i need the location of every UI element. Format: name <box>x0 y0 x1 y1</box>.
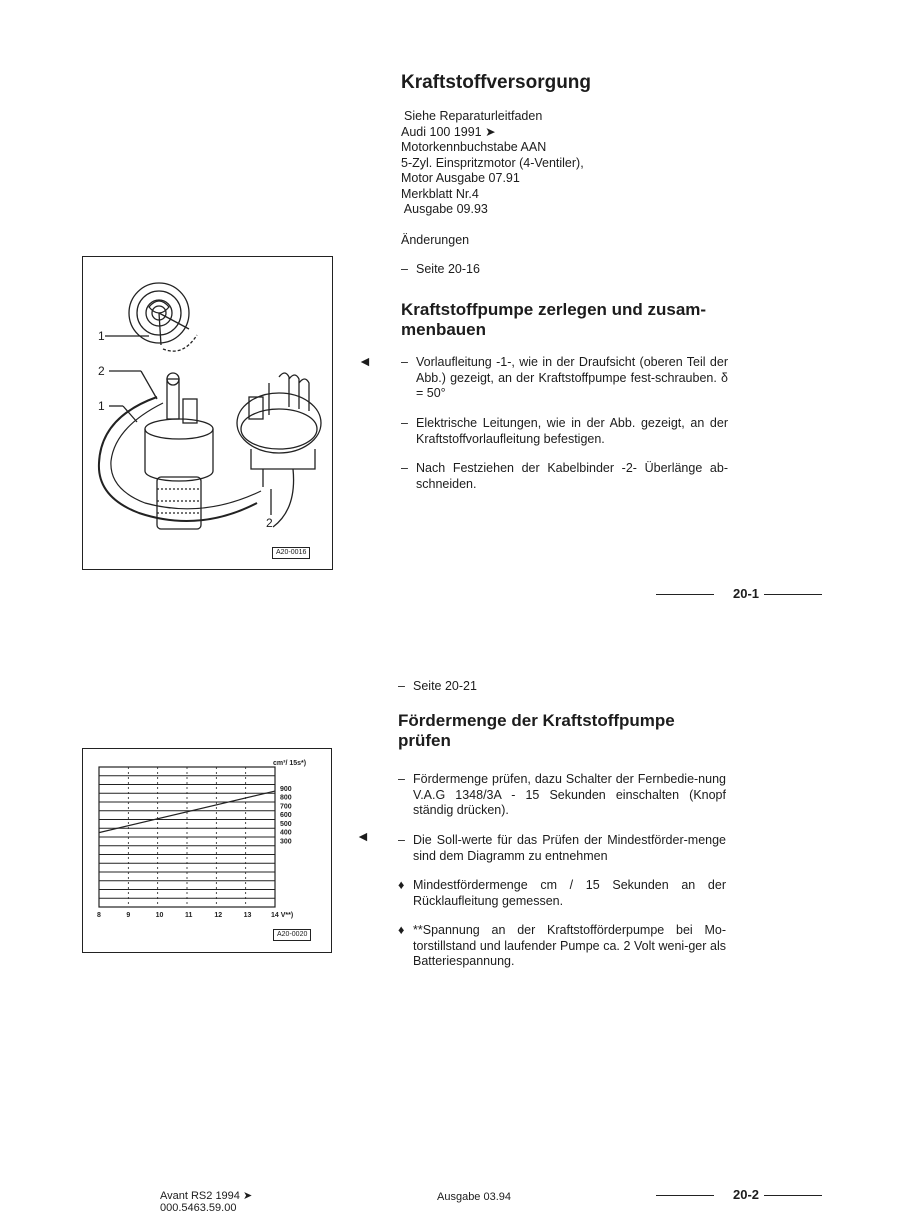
reference-block <box>401 109 584 218</box>
note-text: **Spannung an der Kraftstofförderpumpe bei Mo-torstillstand und laufender Pumpe ca. 2 Volt weni-ger als Batteriespannung. <box>413 923 726 968</box>
callout-label: 2 <box>98 364 105 378</box>
page-rule-right <box>764 594 822 595</box>
chart-y-tick-label: 500 <box>280 820 292 828</box>
chart-y-tick-label: 400 <box>280 829 292 837</box>
page-rule-left <box>656 594 714 595</box>
pointer-arrow-icon: ◄ <box>356 828 370 844</box>
chart-y-tick-label: 600 <box>280 812 292 820</box>
reference-line: Audi 100 1991 ➤ <box>401 124 496 139</box>
callout-label: 2 <box>266 516 273 530</box>
reference-line: Merkblatt Nr.4 <box>401 186 479 201</box>
chart-y-tick-label: 300 <box>280 838 292 846</box>
callout-label: 1 <box>98 399 105 413</box>
reference-line: 5-Zyl. Einspritzmotor (4-Ventiler), <box>401 155 584 170</box>
footer-code: 000.5463.59.00 <box>160 1202 237 1214</box>
step-text: Vorlaufleitung -1-, wie in der Draufsicht (oberen Teil der Abb.) gezeigt, an der Kraftstoffpumpe fest-schrauben. δ = 50° <box>416 355 728 400</box>
page-number: 20-1 <box>733 586 760 601</box>
page-title: Kraftstoffversorgung <box>401 72 592 93</box>
callout-label: 1 <box>98 329 105 343</box>
page-number: 20-2 <box>733 1187 760 1202</box>
footer-model: Avant RS2 1994 ➤ <box>160 1190 253 1202</box>
reference-line: Ausgabe 09.93 <box>401 202 488 216</box>
chart-x-tick-label: 14 V**) <box>271 912 294 919</box>
section-title: Fördermenge der Kraftstoffpumpe prüfen <box>398 711 675 750</box>
chart-y-axis-label: cm³/ 15s*) <box>273 760 307 767</box>
changes-item-text: Seite 20-16 <box>416 262 480 276</box>
chart-x-tick-label: 12 <box>214 912 223 919</box>
reference-line: Motorkennbuchstabe AAN <box>401 140 547 154</box>
flow-rate-figure <box>82 748 332 953</box>
chart-x-tick-label: 9 <box>126 912 131 919</box>
figure-id: A20-0020 <box>273 929 311 941</box>
step-text: Fördermenge prüfen, dazu Schalter der Fernbedie-nung V.A.G 1348/3A - 15 Sekunden einschalten (Knopf ständig drücken). <box>413 772 726 817</box>
page-rule-right <box>764 1195 822 1196</box>
figure-id: A20-0016 <box>272 547 310 559</box>
pump-figure <box>82 256 333 570</box>
fuel-pump-illustration <box>83 257 332 569</box>
prev-item-text: Seite 20-21 <box>413 679 477 693</box>
note-text: Mindestfördermenge cm / 15 Sekunden an der Rücklaufleitung gemessen. <box>413 878 726 908</box>
step-text: Nach Festziehen der Kabelbinder -2- Überlänge ab-schneiden. <box>416 461 728 491</box>
pointer-arrow-icon: ◄ <box>358 353 372 369</box>
chart-y-tick-label: 800 <box>280 794 292 802</box>
chart-x-tick-label: 11 <box>185 912 193 919</box>
flow-rate-chart <box>83 749 331 952</box>
chart-x-tick-label: 10 <box>155 912 164 919</box>
step-text: Die Soll-werte für das Prüfen der Mindestförder-menge sind dem Diagramm zu entnehmen <box>413 833 726 863</box>
chart-x-tick-label: 8 <box>97 912 101 919</box>
chart-y-tick-label: 900 <box>280 785 292 793</box>
changes-heading: Änderungen <box>401 233 470 247</box>
chart-x-tick-label: 13 <box>243 912 252 919</box>
reference-line: Motor Ausgabe 07.91 <box>401 171 520 185</box>
footer-edition: Ausgabe 03.94 <box>437 1191 512 1203</box>
reference-line: Siehe Reparaturleitfaden <box>404 109 543 123</box>
page-rule-left <box>656 1195 714 1196</box>
section-title: Kraftstoffpumpe zerlegen und zusam- menbauen <box>401 300 707 339</box>
step-text: Elektrische Leitungen, wie in der Abb. gezeigt, an der Kraftstoffvorlaufleitung befestigen. <box>416 416 728 446</box>
chart-y-tick-label: 700 <box>280 803 292 811</box>
